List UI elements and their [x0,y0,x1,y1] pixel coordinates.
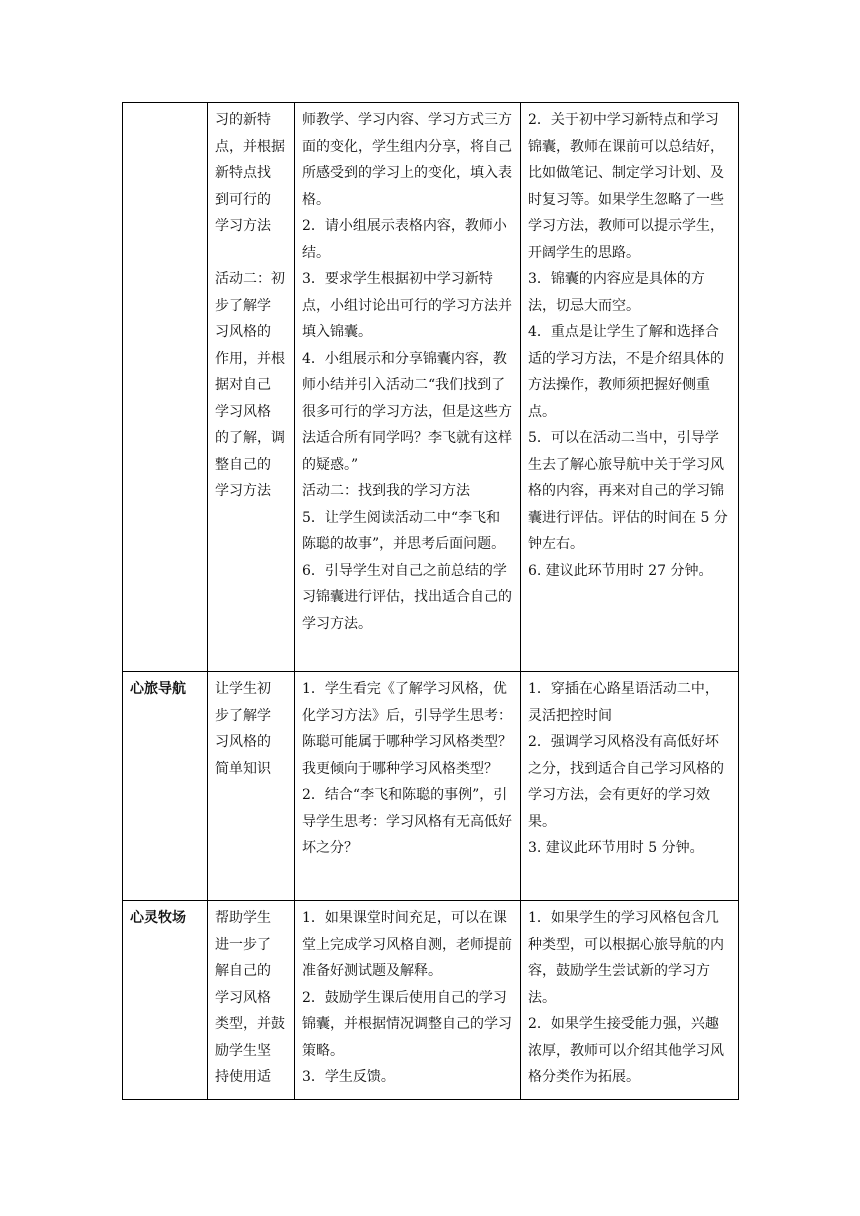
note-item: 2．强调学习风格没有高低好坏之分，找到适合自己学习风格的学习方法，会有更好的学习效果。 [528,734,724,830]
note-item: 1．穿插在心路星语活动二中，灵活把控时间 [528,681,719,724]
goal-line: 励学生坚 [215,1042,271,1059]
goal-cell [208,672,295,901]
note-item: 6. 建议此环节用时 27 分钟。 [528,562,713,579]
goal-line: 习风格的 [215,734,271,750]
lesson-plan-table [122,102,739,1100]
goal-line: 帮助学生 [215,910,271,926]
notes-cell [521,672,739,901]
section-cell: 心旅导航 [123,672,208,901]
process-item: 2．请小组展示表格内容，教师小结。 [302,218,507,261]
process-item: 3．学生反馈。 [302,1069,395,1085]
table-row [123,901,739,1100]
process-cell [295,103,521,672]
goal-line: 习的新特 [215,112,271,128]
goal-line: 据对自己 [215,377,271,393]
process-item: 2．结合“李飞和陈聪的事例”，引导学生思考：学习风格有无高低好坏之分？ [302,787,512,856]
note-item: 4．重点是让学生了解和选择合适的学习方法，不是介绍具体的方法操作，教师须把握好侧重点。 [528,324,724,420]
note-item: 3．锦囊的内容应是具体的方法，切忌大而空。 [528,271,705,314]
notes-cell [521,103,739,672]
goal-line: 学习风格 [215,403,271,420]
goal-line: 的了解，调 [215,430,285,446]
note-item: 2．关于初中学习新特点和学习锦囊，教师在课前可以总结好，比如做笔记、制定学习计划、及时复习等。如果学生忽略了一些学习方法，教师可以提示学生，开阔学生的思路。 [528,112,724,261]
goal-line: 进一步了 [215,936,271,953]
note-item: 3. 建议此环节用时 5 分钟。 [528,840,704,856]
process-cell [295,672,521,901]
goal-line: 持使用适 [215,1069,271,1085]
table-row [123,103,739,672]
goal-line: 步了解学 [215,707,271,724]
notes-cell [521,901,739,1100]
goal-line: 步了解学 [215,297,271,314]
goal-cell [208,901,295,1100]
section-cell [123,103,208,672]
goal-line: 简单知识 [215,760,271,777]
process-item: 6．引导学生对自己之前总结的学习锦囊进行评估，找出适合自己的学习方法。 [302,562,512,632]
process-item: 1．如果课堂时间充足，可以在课堂上完成学习风格自测，老师提前准备好测试题及解释。 [302,910,512,979]
goal-line: 习风格的 [215,324,271,340]
table-row [123,672,739,901]
process-item: 1．学生看完《了解学习风格，优化学习方法》后，引导学生思考：陈聪可能属于哪种学习风格类型？我更倾向于哪种学习风格类型？ [302,681,512,777]
goal-line: 到可行的 [215,191,271,208]
goal-line: 作用，并根 [215,350,285,367]
goal-line: 点，并根据 [215,138,285,155]
goal-line: 学习方法 [215,218,271,234]
note-item: 5．可以在活动二当中，引导学生去了解心旅导航中关于学习风格的内容，再来对自己的学习锦囊进行评估。评估的时间在 5 分钟左右。 [528,430,728,552]
note-item: 1．如果学生的学习风格包含几种类型，可以根据心旅导航的内容，鼓励学生尝试新的学习方法。 [528,910,724,1006]
process-cell [295,901,521,1100]
goal-line: 让学生初 [215,681,271,697]
process-item: 4．小组展示和分享锦囊内容，教师小结并引入活动二“我们找到了很多可行的学习方法，但是这些方法适合所有同学吗？李飞就有这样的疑惑。” [302,350,512,473]
note-item: 2．如果学生接受能力强，兴趣浓厚，教师可以介绍其他学习风格分类作为拓展。 [528,1016,724,1085]
goal-cell [208,103,295,672]
goal-line: 学习风格 [215,989,271,1006]
process-item: 活动二：找到我的学习方法 [302,483,470,499]
process-item: 2．鼓励学生课后使用自己的学习锦囊，并根据情况调整自己的学习策略。 [302,989,512,1059]
goal-line: 新特点找 [215,165,271,181]
section-cell: 心灵牧场 [123,901,208,1100]
goal-line: 整自己的 [215,456,271,473]
goal-line: 解自己的 [215,963,271,979]
process-item: 5．让学生阅读活动二中“李飞和陈聪的故事”，并思考后面问题。 [302,509,506,552]
process-item: 师教学、学习内容、学习方式三方面的变化，学生组内分享，将自己所感受到的学习上的变化，填入表格。 [302,112,512,208]
goal-line: 活动二：初 [215,271,285,287]
goal-line: 类型，并鼓 [215,1016,285,1032]
process-item: 3．要求学生根据初中学习新特点，小组讨论出可行的学习方法并填入锦囊。 [302,271,512,340]
goal-line: 学习方法 [215,483,271,499]
